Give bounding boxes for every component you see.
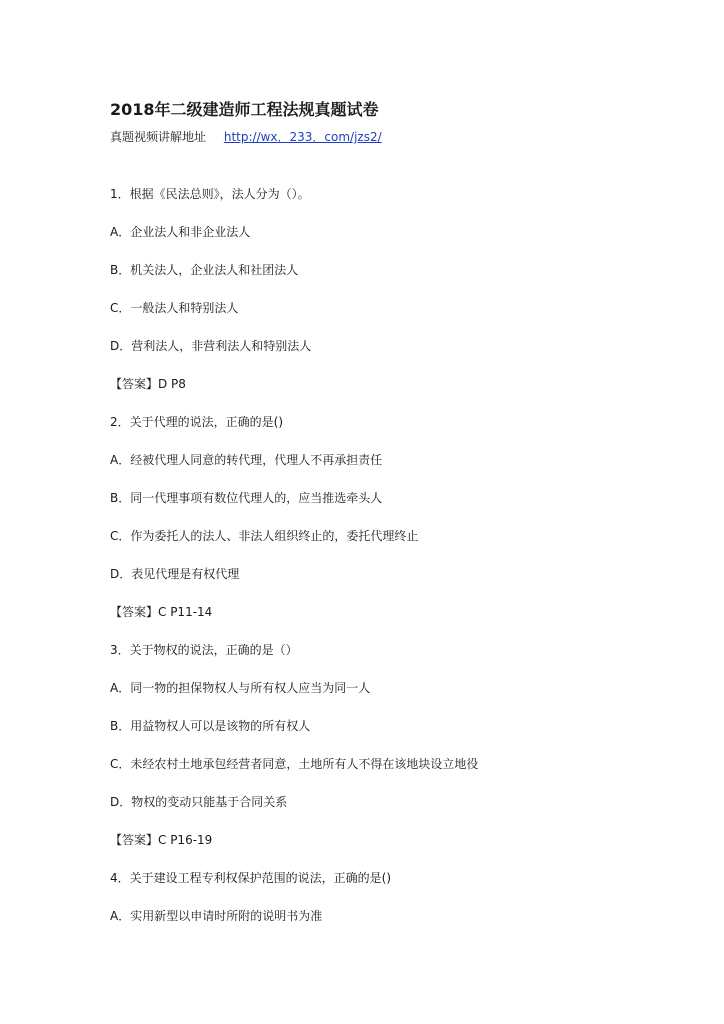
video-link[interactable]: http://wx．233．com/jzs2/ — [223, 130, 382, 144]
question-4-option-a: A．实用新型以申请时所附的说明书为准 — [110, 909, 323, 923]
question-3-answer: 【答案】C P16-19 — [110, 833, 213, 847]
question-2-option-a: A．经被代理人同意的转代理，代理人不再承担责任 — [110, 453, 383, 467]
question-3-option-c: C．未经农村土地承包经营者同意，土地所有人不得在该地块设立地役 — [110, 757, 479, 771]
question-1-option-a: A．企业法人和非企业法人 — [110, 225, 251, 239]
question-2-option-d: D．表见代理是有权代理 — [110, 567, 240, 581]
question-3: 3．关于物权的说法，正确的是（） — [110, 643, 298, 657]
question-1: 1．根据《民法总则》，法人分为（）。 — [110, 187, 310, 201]
question-1-option-c: C．一般法人和特别法人 — [110, 301, 239, 315]
question-2-option-c: C．作为委托人的法人、非法人组织终止的，委托代理终止 — [110, 529, 419, 543]
question-2: 2．关于代理的说法，正确的是() — [110, 415, 283, 429]
question-1-answer: 【答案】D P8 — [110, 377, 186, 391]
question-4: 4．关于建设工程专利权保护范围的说法，正确的是() — [110, 871, 392, 885]
question-1-option-b: B．机关法人，企业法人和社团法人 — [110, 263, 299, 277]
video-label: 真题视频讲解地址 — [110, 130, 207, 144]
question-1-option-d: D．营利法人，非营利法人和特别法人 — [110, 339, 312, 353]
question-2-answer: 【答案】C P11-14 — [110, 605, 213, 619]
question-3-option-d: D．物权的变动只能基于合同关系 — [110, 795, 288, 809]
question-3-option-a: A．同一物的担保物权人与所有权人应当为同一人 — [110, 681, 371, 695]
video-line — [110, 128, 382, 145]
question-2-option-b: B．同一代理事项有数位代理人的，应当推选牵头人 — [110, 491, 383, 505]
question-3-option-b: B．用益物权人可以是该物的所有权人 — [110, 719, 311, 733]
document-title: 2018年二级建造师工程法规真题试卷 — [110, 100, 379, 119]
